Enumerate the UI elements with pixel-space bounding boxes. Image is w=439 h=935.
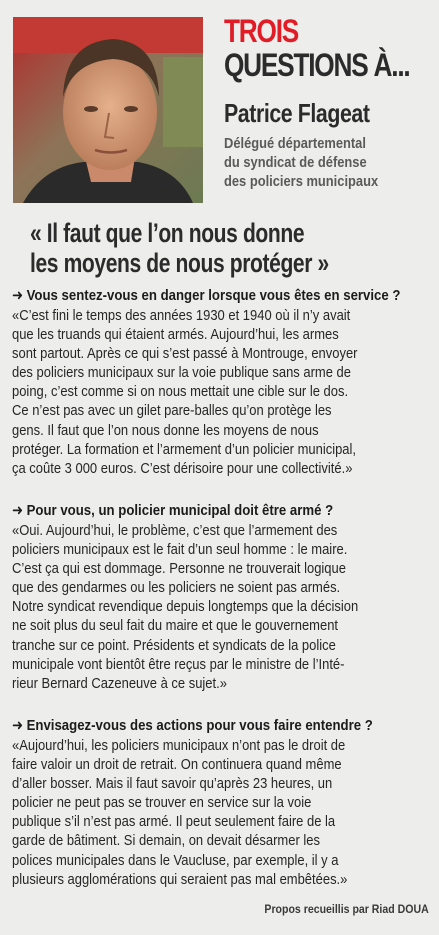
answer-line: des policiers municipaux sur la voie publique sans arme de (12, 364, 351, 382)
headline-quote (30, 218, 430, 278)
answer-line: faire valoir un droit de retrait. On continuera quand même (12, 756, 342, 774)
role-line: du syndicat de défense (224, 154, 367, 171)
question-text: Vous sentez-vous en danger lorsque vous êtes en service ? (26, 287, 401, 304)
byline-credit: Propos recueillis par Riad DOUA (264, 902, 429, 916)
answer-line: que les truands qui étaient armés. Aujourd’hui, les armes (12, 326, 339, 344)
quote-line: les moyens de nous protéger » (30, 248, 329, 278)
answer-line: que des gendarmes ou les policiers ne soient pas armés. (12, 579, 341, 597)
answer-line: d’aller bosser. Mais il faut savoir qu’après 23 heures, un (12, 775, 333, 793)
answer-line: plusieurs agglomérations qui seraient pas mal embêtées.» (12, 870, 348, 888)
arrow-icon: ➜ (12, 502, 24, 519)
answer-line: garde de bâtiment. Si demain, on devait désarmer les (12, 832, 320, 850)
role-line: des policiers municipaux (224, 173, 379, 190)
answer-line: ne soit plus du seul fait du maire et que le gouvernement (12, 617, 339, 635)
answer-line: ça coûte 3 000 euros. C’est dérisoire pour une collectivité.» (12, 459, 353, 477)
answer-line: policiers municipaux est le fait d’un seul homme : le maire. (12, 541, 348, 559)
answer-line: «Oui. Aujourd’hui, le problème, c’est que l’armement des (12, 522, 338, 539)
arrow-icon: ➜ (12, 287, 24, 304)
kicker-line-1: TROIS (224, 13, 299, 49)
kicker-line-2: QUESTIONS À... (224, 47, 410, 83)
question-text: Pour vous, un policier municipal doit être armé ? (26, 502, 334, 519)
answer-line: rieur Bernard Cazeneuve à ce sujet.» (12, 674, 227, 692)
answer-line: policier ne peut pas se trouver en service sur la voie (12, 794, 312, 812)
answer-line: polices municipales dans le Vaucluse, par exemple, il y a (12, 851, 339, 869)
answer-line: «C’est fini le temps des années 1930 et 1940 où il n’y avait (12, 307, 351, 324)
qa-block-2 (12, 501, 432, 693)
question-1 (12, 286, 401, 305)
answer-line: Notre syndicat revendique depuis longtemps que la décision (12, 598, 359, 616)
answer-line: protéger. La formation et l’armement d’un policier municipal, (12, 440, 357, 458)
qa-block-3 (12, 716, 432, 889)
answer-line: poing, c’est comme si on nous mettait une cible sur le dos. (12, 383, 349, 401)
answer-line: municipale vont bientôt être reçus par le ministre de l’Inté- (12, 655, 345, 673)
question-3 (12, 716, 382, 735)
interviewee-role (224, 134, 429, 191)
arrow-icon: ➜ (12, 717, 24, 734)
answer-line: tranche sur ce point. Présidents et syndicats de la police (12, 636, 336, 654)
quote-line: « Il faut que l’on nous donne (30, 218, 305, 248)
role-line: Délégué départemental (224, 135, 366, 152)
section-kicker (224, 14, 431, 82)
answer-line: «Aujourd’hui, les policiers municipaux n’ont pas le droit de (12, 737, 346, 754)
question-2 (12, 501, 382, 520)
answer-1 (12, 306, 432, 478)
interviewee-name: Patrice Flageat (224, 98, 370, 128)
question-text: Envisagez-vous des actions pour vous faire entendre ? (26, 717, 373, 734)
answer-line: sont partout. Après ce qui s’est passé à Montrouge, envoyer (12, 345, 358, 363)
answer-line: publique s’il n’est pas armé. Il peut seulement faire de la (12, 813, 336, 831)
qa-block-1 (12, 286, 432, 478)
answer-2 (12, 521, 432, 693)
answer-line: Ce n’est pas avec un gilet pare-balles qu’on protège les (12, 402, 332, 420)
answer-3 (12, 736, 432, 889)
answer-line: gens. Il faut que l’on nous donne les moyens de nous (12, 421, 319, 439)
portrait-photo (13, 17, 203, 203)
answer-line: C’est ça qui est dommage. Personne ne trouverait logique (12, 560, 346, 578)
